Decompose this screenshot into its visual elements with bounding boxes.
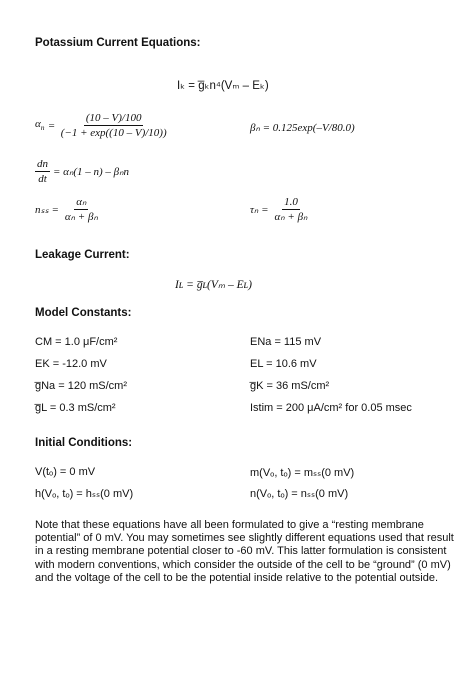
initial-n: n(Vₒ, tₒ) = nₛₛ(0 mV): [250, 488, 349, 500]
note-paragraph: Note that these equations have all been formulated to give a “resting membrane potential” of 0 mV. You may sometimes see slightly different equations used that result in a resting membrane potential closer to -60 mV. This latter formulation is consistent with modern conventions, which consider the outside of the cell to be “ground” (0 mV) and the voltage of the cell to be the potential inside relative to the potential outside.: [35, 519, 454, 584]
initial-m: m(Vₒ, tₒ) = mₛₛ(0 mV): [250, 467, 355, 479]
dn-dt-fraction: [35, 158, 50, 185]
leakage-heading: Leakage Current:: [35, 249, 130, 261]
alpha-n-equation: $\alpha_n$ = $\frac{(10 - V)/100}{(-1 + \exp((10 - V)/10))}$: [35, 112, 167, 139]
nss-equation: [35, 196, 100, 223]
constant-gl: g̅L = 0.3 mS/cm²: [35, 402, 116, 414]
dn-dt-rhs: = αₙ(1 – n) – βₙn: [53, 166, 130, 178]
potassium-heading: Potassium Current Equations:: [35, 37, 201, 49]
nss-lhs: nₛₛ =: [35, 204, 59, 216]
dn-numerator: dn: [37, 158, 48, 170]
nss-fraction: [63, 196, 100, 223]
constant-ena: ENa = 115 mV: [250, 336, 322, 348]
constant-cm: CM = 1.0 μF/cm²: [35, 336, 118, 348]
constant-gk: g̅K = 36 mS/cm²: [250, 380, 330, 392]
initial-h: h(Vₒ, tₒ) = hₛₛ(0 mV): [35, 488, 134, 500]
dn-dt-equation: [35, 158, 129, 185]
tau-n-equation: [250, 196, 309, 223]
alpha-symbol: $\alpha_n$: [35, 118, 45, 133]
dt-denominator: dt: [38, 173, 47, 185]
beta-n-equation: βₙ = 0.125exp(–V/80.0): [250, 122, 355, 134]
tau-numerator: 1.0: [284, 196, 298, 208]
constant-el: EL = 10.6 mV: [250, 358, 317, 370]
constant-ek: EK = -12.0 mV: [35, 358, 107, 370]
nss-denominator: αₙ + βₙ: [64, 211, 98, 223]
tau-denominator: αₙ + βₙ: [274, 211, 308, 223]
constant-istim: Istim = 200 μA/cm² for 0.05 msec: [250, 402, 412, 414]
tau-fraction: [273, 196, 310, 223]
ik-equation: Iₖ = g̅ₖn⁴(Vₘ – Eₖ): [177, 80, 269, 92]
alpha-numerator: (10 – V)/100: [85, 112, 142, 124]
il-equation: Iʟ = g̅ʟ(Vₘ – Eʟ): [175, 279, 252, 291]
nss-numerator: αₙ: [76, 196, 87, 208]
constant-gna: g̅Na = 120 mS/cm²: [35, 380, 128, 392]
alpha-fraction: [59, 112, 169, 139]
tau-lhs: τₙ =: [250, 204, 269, 216]
constants-heading: Model Constants:: [35, 307, 132, 319]
initial-v: V(tₒ) = 0 mV: [35, 466, 96, 478]
alpha-denominator: (−1 + exp((10 – V)/10)): [60, 127, 167, 139]
initial-heading: Initial Conditions:: [35, 437, 133, 449]
